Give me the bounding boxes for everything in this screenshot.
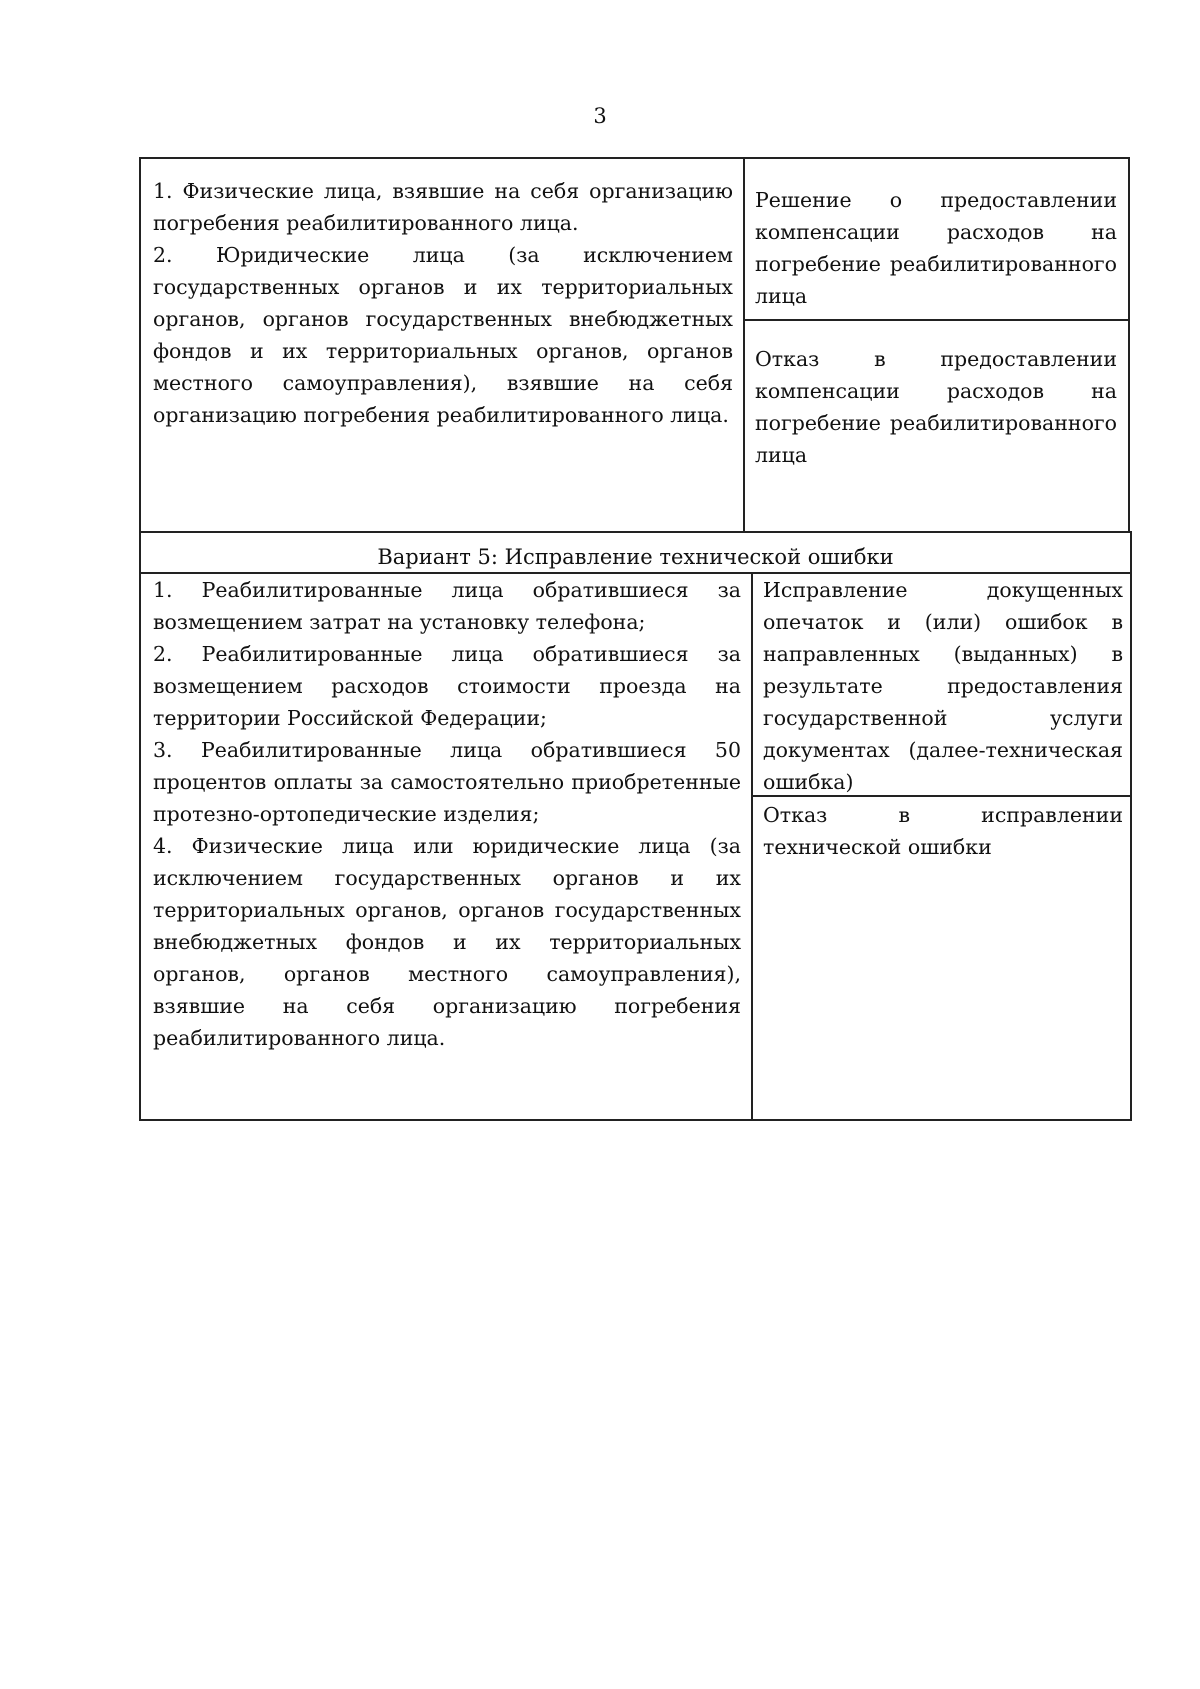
result-approval: Решение о предоставлении компенсации расходов на погребение реабилитированного лица [755, 188, 1117, 308]
result-refusal-cell [755, 343, 1117, 471]
applicant-item: 4. Физические лица или юридические лица (за исключением государственных органов и их территориальных органов, органов государственных внебюджетных фондов и их территориальных органов, органов местного самоуправления), взявшие на себя организацию погребения реабилитированного лица. [153, 834, 741, 1050]
result-correction: Исправление докущенных опечаток и (или) ошибок в направленных (выданных) в результате предоставления государственной услуги документах (далее-техническая ошибка) [763, 578, 1123, 794]
variant5-correction-cell [763, 574, 1123, 798]
applicant-item: 2. Юридические лица (за исключением государственных органов и их территориальных органов, органов государственных внебюджетных фондов и их территориальных органов, органов местного самоуправления), взявшие на себя организацию погребения реабилитированного лица. [153, 243, 733, 427]
variant5-table [139, 531, 1132, 1121]
results-table-top [139, 157, 1130, 533]
variant5-applicants-cell [153, 574, 741, 1054]
applicant-item: 2. Реабилитированные лица обратившиеся за возмещением расходов стоимости проезда на территории Российской Федерации; [153, 642, 741, 730]
column-divider [743, 159, 745, 531]
applicant-item: 1. Физические лица, взявшие на себя организацию погребения реабилитированного лица. [153, 179, 733, 235]
applicants-cell [153, 175, 733, 431]
page-number: 3 [593, 104, 607, 128]
applicant-item: 1. Реабилитированные лица обратившиеся за возмещением затрат на установку телефона; [153, 578, 741, 634]
variant5-refusal-cell [763, 799, 1123, 863]
row-divider [743, 319, 1128, 321]
result-refusal: Отказ в предоставлении компенсации расходов на погребение реабилитированного лица [755, 347, 1117, 467]
result-refusal: Отказ в исправлении технической ошибки [763, 803, 1123, 859]
variant5-title: Вариант 5: Исправление технической ошибки [377, 545, 894, 569]
applicant-item: 3. Реабилитированные лица обратившиеся 50 процентов оплаты за самостоятельно приобретенные протезно-ортопедические изделия; [153, 738, 741, 826]
column-divider [751, 572, 753, 1119]
result-approval-cell [755, 184, 1117, 312]
